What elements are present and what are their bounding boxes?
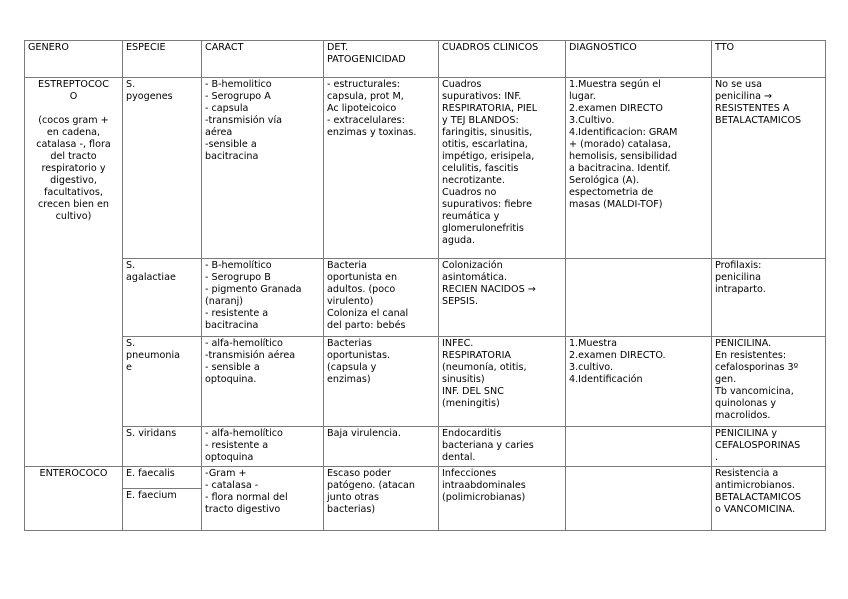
cell-line: PENICILINA.	[715, 338, 772, 349]
cell-line: Endocarditis	[442, 428, 502, 439]
cell-line: bacitracina	[205, 320, 259, 331]
cell-line: - catalasa -	[205, 480, 259, 491]
cell-line: y TEJ BLANDOS:	[442, 115, 519, 126]
cell-line: RESPIRATORIA, PIEL	[442, 103, 538, 114]
caract-cell	[202, 427, 324, 467]
cell-line: - Serogrupo B	[205, 272, 271, 283]
cell-line: - flora normal del	[205, 492, 288, 503]
cell-line: 2.examen DIRECTO	[569, 103, 663, 114]
cell-line: Serológica (A).	[569, 175, 640, 186]
cell-line: En resistentes:	[715, 350, 787, 361]
cuadros-cell	[439, 78, 566, 259]
diag-cell	[566, 78, 712, 259]
cell-line: optoquina	[205, 452, 254, 463]
cell-line: 4.Identificacion: GRAM	[569, 127, 678, 138]
cell-line: junto otras	[327, 492, 379, 503]
cell-line: - B-hemolitico	[205, 79, 272, 90]
cell-line: 1.Muestra	[569, 338, 617, 349]
cell-line: - alfa-hemolítico	[205, 338, 283, 349]
cell-line: -transmisión aérea	[205, 350, 296, 361]
cell-line: -transmisión vía	[205, 115, 283, 126]
header-det-patogenicidad: DET. PATOGENICIDAD	[324, 41, 439, 78]
caract-cell	[202, 337, 324, 427]
cell-line: (capsula y	[327, 362, 377, 373]
cell-line: Baja virulencia.	[327, 428, 401, 439]
diag-cell	[566, 337, 712, 427]
cell-line: adultos. (poco	[327, 284, 396, 295]
cell-line: penicilina	[715, 272, 761, 283]
table-row	[25, 427, 826, 467]
especie-cell: S. pneumonia e	[123, 337, 202, 427]
cell-line: bacitracina	[205, 151, 259, 162]
cell-line: enzimas)	[327, 374, 371, 385]
cell-line: - sensible a	[205, 362, 260, 373]
cell-line: Colonización	[442, 260, 503, 271]
cell-line: -Gram +	[205, 468, 247, 479]
cell-line: Cuadros no	[442, 187, 497, 198]
cell-line: BETALACTAMICOS	[715, 492, 802, 503]
cell-line: Bacteria	[327, 260, 367, 271]
cell-line: optoquina.	[205, 374, 257, 385]
header-especie: ESPECIE	[123, 41, 202, 78]
cell-line: macrolidos.	[715, 410, 771, 421]
cell-line: aguda.	[442, 235, 476, 246]
cuadros-cell	[439, 259, 566, 337]
cell-line: (neumonía, otitis,	[442, 362, 527, 373]
cell-line: RESISTENTES A	[715, 103, 790, 114]
diag-cell	[566, 259, 712, 337]
cell-line: hemolisis, sensibilidad	[569, 151, 678, 162]
cell-line: faringitis, sinusitis,	[442, 127, 533, 138]
diag-cell	[566, 467, 712, 531]
cell-line: quinolonas y	[715, 398, 777, 409]
cell-line: glomerulonefritis	[442, 223, 524, 234]
cell-line: intraabdominales	[442, 480, 526, 491]
cell-line: - extracelulares:	[327, 115, 405, 126]
cell-line: asintomática.	[442, 272, 508, 283]
cell-line: tracto digestivo	[205, 504, 281, 515]
cell-line: PENICILINA y	[715, 428, 778, 439]
cell-line: 1.Muestra según el	[569, 79, 661, 90]
table-row	[25, 467, 826, 489]
cell-line: reumática y	[442, 211, 500, 222]
cell-line: o VANCOMICINA.	[715, 504, 796, 515]
table-row	[25, 259, 826, 337]
cell-line: RESPIRATORIA	[442, 350, 511, 361]
cell-line: sinusitis)	[442, 374, 485, 385]
especie-cell: E. faecium	[123, 489, 202, 531]
cell-line: dental.	[442, 452, 476, 463]
cell-line: - pigmento Granada	[205, 284, 302, 295]
tto-cell	[712, 427, 826, 467]
cell-line: 3.Cultivo.	[569, 115, 615, 126]
cell-line: impétigo, erisipela,	[442, 151, 535, 162]
det-cell	[324, 427, 439, 467]
cell-line: 4.Identificación	[569, 374, 643, 385]
cell-line: Cuadros	[442, 79, 482, 90]
header-row	[25, 41, 826, 78]
especie-cell: E. faecalis	[123, 467, 202, 489]
det-cell	[324, 337, 439, 427]
cell-line: aérea	[205, 127, 233, 138]
cell-line: RECIEN NACIDOS →	[442, 284, 536, 295]
cell-line: lugar.	[569, 91, 596, 102]
genero-enterococo-cell	[25, 467, 123, 531]
tto-cell	[712, 337, 826, 427]
tto-cell	[712, 467, 826, 531]
cell-line: - capsula	[205, 103, 249, 114]
cell-line: - resistente a	[205, 308, 269, 319]
cell-line: bacteriana y caries	[442, 440, 534, 451]
cell-line: CEFALOSPORINAS	[715, 440, 801, 451]
diag-cell	[566, 427, 712, 467]
cell-line: - alfa-hemolítico	[205, 428, 283, 439]
table-row	[25, 78, 826, 259]
caract-cell	[202, 78, 324, 259]
caract-cell	[202, 259, 324, 337]
especie-cell: S. viridans	[123, 427, 202, 467]
cell-line: espectometria de	[569, 187, 654, 198]
cell-line: otitis, escarlatina,	[442, 139, 528, 150]
header-genero: GENERO	[25, 41, 123, 78]
cell-line: oportunistas.	[327, 350, 391, 361]
header-diagnostico: DIAGNOSTICO	[566, 41, 712, 78]
genero-estreptococo-cell	[25, 78, 123, 467]
tto-cell	[712, 259, 826, 337]
especie-cell: S. agalactiae	[123, 259, 202, 337]
cell-line: No se usa	[715, 79, 763, 90]
cell-line: Tb vancomicina,	[715, 386, 794, 397]
cell-line: - resistente a	[205, 440, 269, 451]
cell-line: 3.cultivo.	[569, 362, 614, 373]
header-cuadros-clinicos: CUADROS CLINICOS	[439, 41, 566, 78]
cell-line: SEPSIS.	[442, 296, 478, 307]
cell-line: - B-hemolítico	[205, 260, 272, 271]
cell-line: 2.examen DIRECTO.	[569, 350, 666, 361]
cell-line: virulento)	[327, 296, 374, 307]
cell-line: (naranj)	[205, 296, 244, 307]
especie-cell: S. pyogenes	[123, 78, 202, 259]
cell-line: Bacterias	[327, 338, 372, 349]
cell-line: necrotizante.	[442, 175, 505, 186]
cell-line: BETALACTAMICOS	[715, 115, 802, 126]
cell-line: - estructurales:	[327, 79, 400, 90]
cell-line: gen.	[715, 374, 737, 385]
cell-line: supurativos: fiebre	[442, 199, 532, 210]
cuadros-cell	[439, 427, 566, 467]
cell-line: - Serogrupo A	[205, 91, 271, 102]
cell-line: Coloniza el canal	[327, 308, 409, 319]
cell-line: Profilaxis:	[715, 260, 762, 271]
cell-line: a bacitracina. Identif.	[569, 163, 671, 174]
cell-line: enzimas y toxinas.	[327, 127, 417, 138]
microbiology-table	[24, 40, 826, 531]
genero-estreptococo-desc: (cocos gram + en cadena, catalasa -, flora del tracto respiratorio y digestivo, facultativos, crecen bien en cultivo)	[36, 115, 111, 222]
det-cell	[324, 467, 439, 531]
cuadros-cell	[439, 337, 566, 427]
cell-line: + (morado) catalasa,	[569, 139, 671, 150]
tto-cell	[712, 78, 826, 259]
cell-line: Ac lipoteicoico	[327, 103, 397, 114]
cell-line: INFEC.	[442, 338, 474, 349]
cell-line: penicilina →	[715, 91, 773, 102]
cell-line: celulitis, fascitis	[442, 163, 519, 174]
cell-line: oportunista en	[327, 272, 398, 283]
cell-line: capsula, prot M,	[327, 91, 404, 102]
cell-line: patógeno. (atacan	[327, 480, 415, 491]
cell-line: masas (MALDI-TOF)	[569, 199, 663, 210]
cell-line: antimicrobianos.	[715, 480, 795, 491]
cell-line: Escaso poder	[327, 468, 392, 479]
genero-estreptococo: ESTREPTOCOC O	[38, 79, 109, 102]
cell-line: supurativos: INF.	[442, 91, 522, 102]
cell-line: .	[715, 452, 719, 463]
det-cell	[324, 78, 439, 259]
cell-line: cefalosporinas 3º	[715, 362, 799, 373]
cell-line: Resistencia a	[715, 468, 779, 479]
header-caract: CARACT	[202, 41, 324, 78]
cell-line: del parto: bebés	[327, 320, 406, 331]
cell-line: intraparto.	[715, 284, 766, 295]
cuadros-cell	[439, 467, 566, 531]
cell-line: INF. DEL SNC	[442, 386, 504, 397]
caract-cell	[202, 467, 324, 531]
genero-enterococo: ENTEROCOCO	[39, 468, 108, 479]
cell-line: -sensible a	[205, 139, 257, 150]
table-row	[25, 337, 826, 427]
cell-line: Infecciones	[442, 468, 497, 479]
cell-line: (meningitis)	[442, 398, 500, 409]
header-tto: TTO	[712, 41, 826, 78]
det-cell	[324, 259, 439, 337]
cell-line: bacterias)	[327, 504, 376, 515]
cell-line: (polimicrobianas)	[442, 492, 526, 503]
